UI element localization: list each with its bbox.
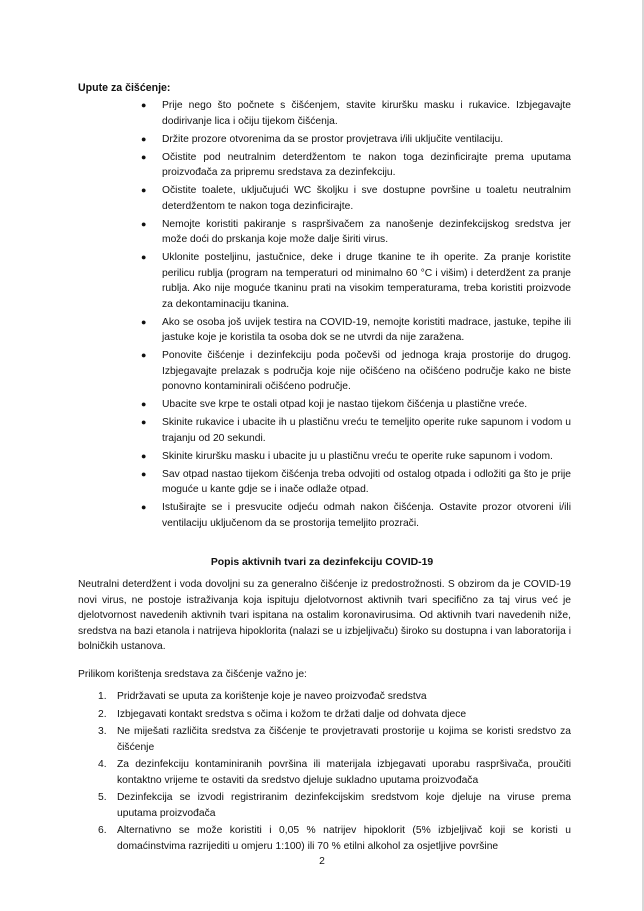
list-item-text: Alternativno se može koristiti i 0,05 % natrijev hipoklorit (5% izbjeljivač koji se koristi u domaćinstvima razrijediti u omjeru 1:100) ili 70 % etilni alkohol za osjetljive površine [117,825,571,852]
list-item-text: Dezinfekcija se izvodi registriranim dezinfekcijskim sredstvom koje djeluje na viruse prema uputama proizvođača [117,792,571,819]
list-item-text: Ako se osoba još uvijek testira na COVID-19, nemojte koristiti madrace, jastuke, tepihe ili jastuke koje je koristila ta osoba dok se ne utvrdi da nije zaražena. [162,316,571,343]
list-item-text: Istuširajte se i presvucite odjeću odmah nakon čišćenja. Ostavite prozor otvoreni i/ili ventilaciju uključenom da se prostorija temeljito prozrači. [162,502,571,529]
list-item-number: 3. [98,726,107,737]
usage-rules-list [98,689,571,856]
list-item-number: 6. [98,825,107,836]
bullet-icon: ● [141,450,147,461]
list-item-text: Uklonite posteljinu, jastučnice, deke i druge tkanine te ih operite. Za pranje koristite perilicu rublja (program na temperaturi od minimalno 60 °C i višim) i deterdžent za pranje rublja. Ako nije moguće tkaninu prati na visokim temperaturama, treba koristiti proizvode za dekontaminaciju tkanina. [162,252,571,310]
list-item [141,500,571,531]
bullet-icon: ● [141,399,147,409]
bullet-icon: ● [141,133,147,144]
list-item [141,397,571,413]
list-item [141,250,571,312]
list-item-text: Skinite kiruršku masku i ubacite ju u plastičnu vreću te operite ruke sapunom i vodom. [162,450,553,462]
list-item [98,823,571,854]
list-item-text: Ubacite sve krpe te ostali otpad koji je nastao tijekom čišćenja u plastične vreće. [162,399,528,410]
intro-paragraph: Neutralni deterdžent i voda dovoljni su za generalno čišćenje iz predostrožnosti. S obzirom da je COVID-19 novi virus, ne postoje istraživanja koja ispituju djelotvornost aktivnih tvari specifično za taj virus već je djelotvornost navedenih aktivnih tvari ispitana na ostalim koronavirusima. Od aktivnih tvari navedenih niže, sredstva na bazi etanola i natrijeva hipoklorita (nalazi se u izbjeljivaču) široko su dostupna i van laboratorija i bolničkih ustanova. [78,579,571,652]
bullet-icon: ● [141,316,147,327]
list-item-text: Očistite pod neutralnim deterdžentom te nakon toga dezinficirajte prema uputama proizvođača za pripremu sredstava za dezinfekciju. [162,151,571,178]
bullet-icon: ● [141,185,147,195]
list-item-text: Ne miješati različita sredstva za čišćenje te provjetravati prostorije u kojima se koristi sredstvo za čišćenje [117,726,571,753]
list-item [98,790,571,821]
usage-paragraph: Prilikom korištenja sredstava za čišćenje važno je: [78,669,307,680]
list-item-text: Držite prozore otvorenima da se prostor provjetrava i/ili uključite ventilaciju. [162,133,504,145]
list-item [141,217,571,248]
list-item [98,707,571,723]
list-item [141,449,571,465]
bullet-icon: ● [141,151,147,162]
list-item [141,150,571,181]
list-item-number: 4. [98,759,107,770]
list-item [141,315,571,346]
list-item-text: Prije nego što počnete s čišćenjem, stavite kiruršku masku i rukavice. Izbjegavajte dodirivanje lica i očiju tijekom čišćenja. [162,100,571,127]
list-item-text: Ponovite čišćenje i dezinfekciju poda počevši od jednoga kraja prostorije do drugog. Izbjegavajte prelazak s područja koje nije očišćeno na očišćeno područje kako ne biste ponovno kontaminirali očišćeno područje. [162,350,571,392]
bullet-icon: ● [141,502,147,512]
list-item [141,415,571,446]
list-item [141,348,571,395]
list-item [141,132,571,148]
list-item [141,98,571,129]
list-item-text: Za dezinfekciju kontaminiranih površina ili materijala izbjegavati uporabu raspršivača, proučiti kontaktno vrijeme te ostaviti da sredstvo djeluje sukladno uputama proizvođača [117,759,571,786]
bullet-icon: ● [141,468,147,479]
list-item-text: Skinite rukavice i ubacite ih u plastičnu vreću te temeljito operite ruke sapunom i vodom u trajanju od 20 sekundi. [162,417,571,444]
list-item-text: Izbjegavati kontakt sredstva s očima i kožom te držati dalje od dohvata djece [117,708,467,720]
list-item-text: Nemojte koristiti pakiranje s raspršivačem za nanošenje dezinfekcijskog sredstva jer može doći do prskanja koje može dalje širiti virus. [162,218,571,245]
list-item-number: 1. [98,691,107,702]
bullet-icon: ● [141,417,147,427]
list-item-number: 5. [98,792,107,803]
bullet-icon: ● [141,252,147,262]
cleaning-instructions-list [141,98,571,534]
bullet-icon: ● [141,350,147,360]
list-item-text: Sav otpad nastao tijekom čišćenja treba odvojiti od ostalog otpada i odložiti ga što je prije moguće u kante gdje se i inače odlaže otpad. [162,468,571,495]
page-number: 2 [319,856,325,867]
list-item [98,689,571,705]
list-item-number: 2. [98,708,107,720]
bullet-icon: ● [141,218,147,229]
bullet-icon: ● [141,100,147,110]
list-item-text: Očistite toalete, uključujući WC školjku i sve dostupne površine u toaletu neutralnim deterdžentom te nakon toga dezinficirajte. [162,185,571,212]
list-item [141,467,571,498]
list-item [141,183,571,214]
list-item-text: Pridržavati se uputa za korištenje koje je naveo proizvođač sredstva [117,691,427,702]
cleaning-instructions-heading: Upute za čišćenje: [78,82,171,94]
list-item [98,724,571,755]
list-item [98,757,571,788]
section-title: Popis aktivnih tvari za dezinfekciju COVID-19 [210,557,434,568]
